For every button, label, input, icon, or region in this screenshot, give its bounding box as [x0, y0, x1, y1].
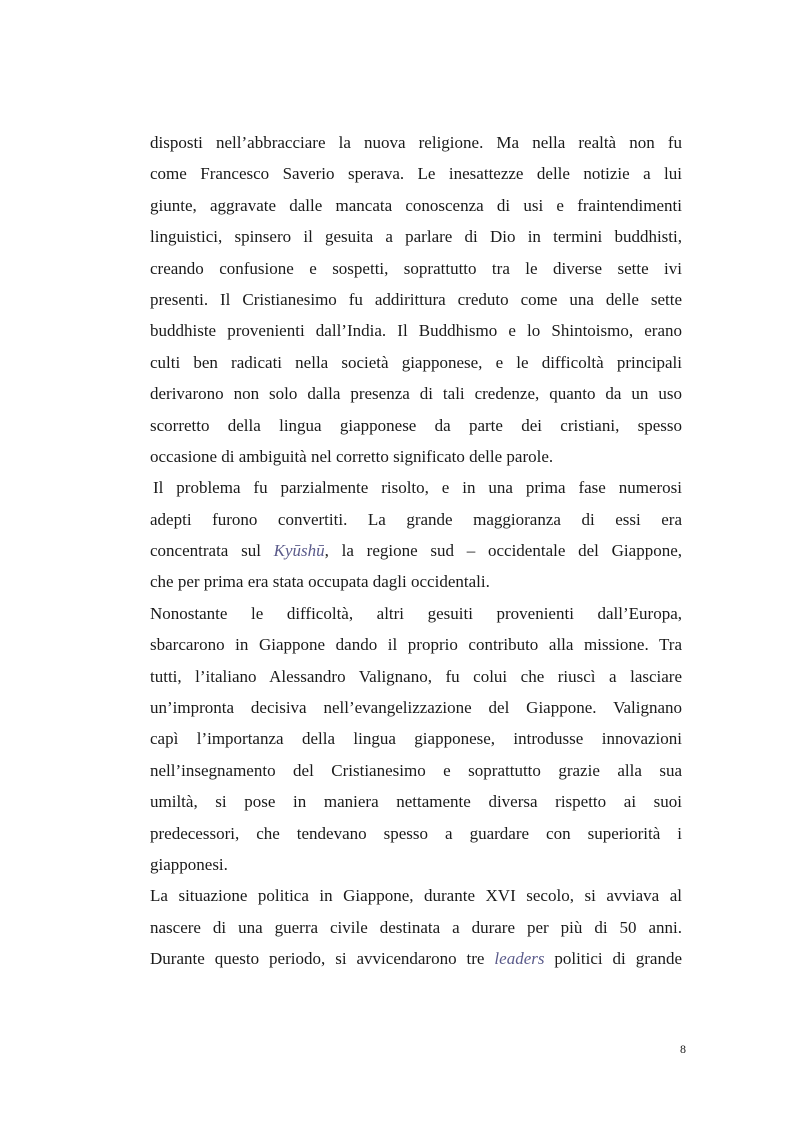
text-line: La situazione politica in Giappone, durante XVI secolo, si avviava al	[150, 886, 682, 906]
text-line: creando confusione e sospetti, soprattutto tra le diverse sette ivi	[150, 258, 682, 278]
text-line: nell’insegnamento del Cristianesimo e soprattutto grazie alla sua	[150, 760, 682, 780]
text-line	[150, 943, 682, 974]
text-line: Il problema fu parzialmente risolto, e in una prima fase numerosi	[153, 478, 682, 498]
text-line: sbarcarono in Giappone dando il proprio contributo alla missione. Tra	[150, 635, 682, 655]
text-line: giunte, aggravate dalle mancata conoscenza di usi e fraintendimenti	[150, 195, 682, 215]
body-text	[150, 127, 682, 975]
text-segment: Durante questo periodo, si avvicendarono tre	[150, 949, 495, 969]
text-line: giapponesi.	[150, 854, 228, 874]
text-line: predecessori, che tendevano spesso a guardare con superiorità i	[150, 823, 682, 843]
text-line: occasione di ambiguità nel corretto significato delle parole.	[150, 446, 554, 466]
text-line: presenti. Il Cristianesimo fu addirittura creduto come una delle sette	[150, 289, 682, 309]
text-segment: concentrata sul	[150, 541, 274, 561]
text-line: capì l’importanza della lingua giapponese, introdusse innovazioni	[150, 729, 682, 749]
text-line: derivarono non solo dalla presenza di tali credenze, quanto da un uso	[150, 384, 682, 404]
italic-term: leaders	[494, 949, 545, 969]
text-line: che per prima era stata occupata dagli occidentali.	[150, 572, 490, 592]
text-line: Nonostante le difficoltà, altri gesuiti provenienti dall’Europa,	[150, 603, 682, 623]
text-segment: , la regione sud – occidentale del Giappone,	[324, 541, 682, 561]
text-line: linguistici, spinsero il gesuita a parlare di Dio in termini buddhisti,	[150, 227, 682, 247]
text-line: tutti, l’italiano Alessandro Valignano, fu colui che riuscì a lasciare	[150, 666, 682, 686]
text-line: nascere di una guerra civile destinata a durare per più di 50 anni.	[150, 917, 682, 937]
text-line: come Francesco Saverio sperava. Le inesattezze delle notizie a lui	[150, 164, 682, 184]
text-line: culti ben radicati nella società giapponese, e le difficoltà principali	[150, 352, 682, 372]
text-line: un’impronta decisiva nell’evangelizzazione del Giappone. Valignano	[150, 698, 682, 718]
text-line: scorretto della lingua giapponese da parte dei cristiani, spesso	[150, 415, 682, 435]
text-line	[150, 535, 682, 566]
text-line: adepti furono convertiti. La grande maggioranza di essi era	[150, 509, 682, 529]
italic-term: Kyūshū	[273, 541, 325, 561]
text-segment: politici di grande	[544, 949, 682, 969]
text-line: buddhiste provenienti dall’India. Il Buddhismo e lo Shintoismo, erano	[150, 321, 682, 341]
text-line: umiltà, si pose in maniera nettamente diversa rispetto ai suoi	[150, 792, 682, 812]
text-line: disposti nell’abbracciare la nuova religione. Ma nella realtà non fu	[150, 133, 682, 152]
page-number: 8	[680, 1042, 686, 1056]
